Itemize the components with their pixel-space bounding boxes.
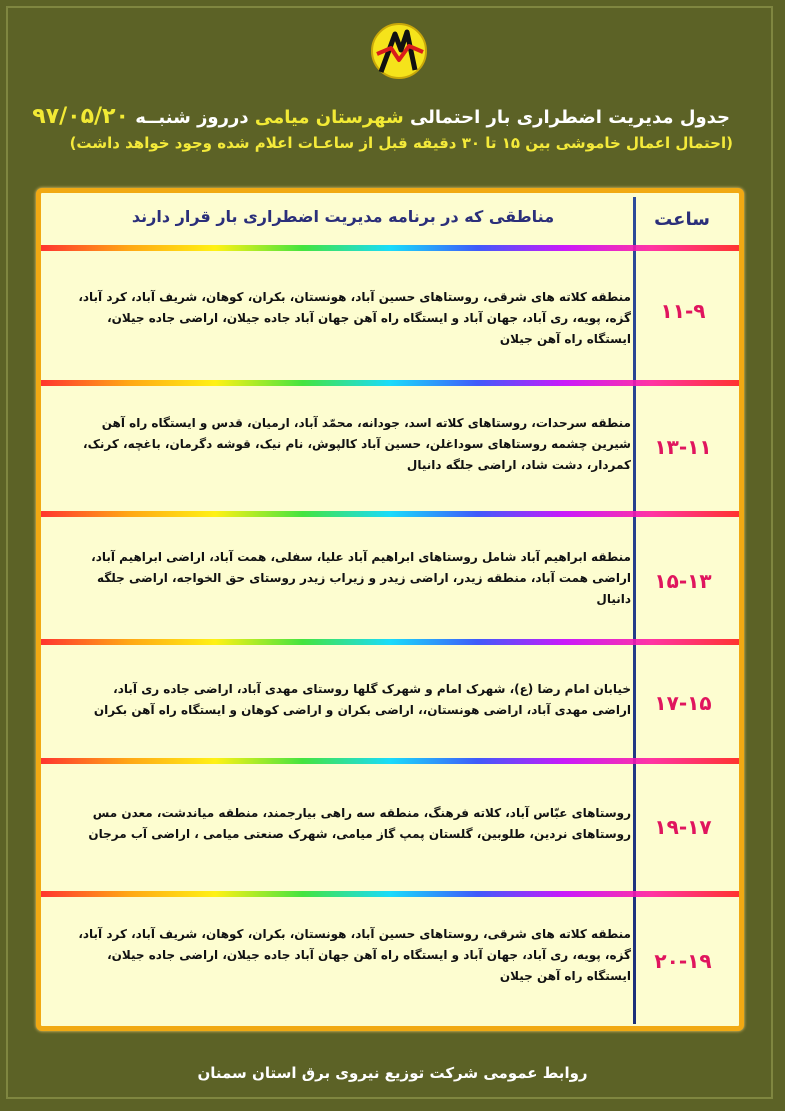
row-line: روستاهای عبّاس آباد، کلاته فرهنگ، منطقه سه راهی بیارجمند، منطقه میاندشت، معدن مس xyxy=(92,806,631,820)
row-3-hour: ۱۵-۱۳ xyxy=(654,569,712,593)
page-title xyxy=(30,104,730,129)
row-line: منطقه کلاته های شرقی، روستاهای حسین آباد، هونستان، بکران، کوهان، شریف آباد، کرد آباد، xyxy=(78,927,631,941)
row-line: روستاهای نردین، طلوبین، گلستان پمپ گاز میامی، شهرک صنعتی میامی ، اراضی آب مرجان xyxy=(88,827,631,841)
rainbow-divider xyxy=(41,380,739,386)
rainbow-divider xyxy=(41,511,739,517)
row-line: ایستگاه راه آهن جیلان xyxy=(499,332,631,346)
row-4-areas xyxy=(51,679,631,721)
row-line: دانیال xyxy=(596,592,631,606)
row-1-areas xyxy=(51,287,631,350)
row-3-areas xyxy=(51,547,631,610)
row-line: اراضی همت آباد، منطقه زیدر، اراضی زیدر و زیراب زیدر روستای حق الخواجه، اراضی جلگه xyxy=(97,571,631,585)
row-line: منطقه ابراهیم آباد شامل روستاهای ابراهیم آباد علیا، سفلی، همت آباد، اراضی ابراهیم آباد، xyxy=(91,550,631,564)
footer-credit: روابط عمومی شرکت توزیع نیروی برق استان سمنان xyxy=(197,1064,588,1082)
row-line: خیابان امام رضا (ع)، شهرک امام و شهرک گلها روستای مهدی آباد، اراضی جاده ری آباد، xyxy=(113,682,631,696)
row-line: منطقه سرحدات، روستاهای کلاته اسد، جودانه، محمّد آباد، ارمیان، قدس و ایستگاه راه آهن xyxy=(101,416,631,430)
row-5-areas xyxy=(51,803,631,845)
row-line: شیرین چشمه روستاهای سوداغلن، حسین آباد کالپوش، نام نیک، قوشه دگرمان، باغچه، کرنک، xyxy=(83,437,631,451)
row-line: گزه، پویه، ری آباد، جهان آباد و ایستگاه راه آهن جهان آباد جاده جیلان، اراضی جاده جیلان، xyxy=(107,311,631,325)
column-divider xyxy=(633,197,636,1024)
rainbow-divider xyxy=(41,245,739,251)
row-4-hour: ۱۷-۱۵ xyxy=(654,691,712,715)
title-middle: درروز شنبــه xyxy=(128,107,255,128)
rainbow-divider xyxy=(41,891,739,897)
row-line: منطقه کلاته های شرقی، روستاهای حسین آباد، هونستان، بکران، کوهان، شریف آباد، کرد آباد، xyxy=(78,290,631,304)
power-company-logo xyxy=(369,20,429,82)
title-prefix: جدول مدیریت اضطراری بار احتمالی xyxy=(403,107,730,128)
row-line: اراضی مهدی آباد، اراضی هونستان،، اراضی بکران و اراضی کوهان و ایستگاه راه آهن بکران xyxy=(93,703,631,717)
row-line: ایستگاه راه آهن جیلان xyxy=(499,969,631,983)
row-1-hour: ۱۱-۹ xyxy=(660,299,706,323)
title-date: ۹۷/۰۵/۲۰ xyxy=(32,104,129,129)
title-county: شهرستان میامی xyxy=(254,107,404,128)
row-line: گزه، پویه، ری آباد، جهان آباد و ایستگاه راه آهن جهان آباد جاده جیلان، اراضی جاده جیلان، xyxy=(107,948,631,962)
page-subtitle: (احتمال اعمال خاموشی بین ۱۵ تا ۳۰ دقیقه قبل از ساعـات اعلام شده وجود خواهد داشت) xyxy=(69,134,733,152)
row-6-areas xyxy=(51,924,631,987)
row-6-hour: ۲۰-۱۹ xyxy=(654,949,712,973)
rainbow-divider xyxy=(41,758,739,764)
schedule-table xyxy=(36,188,744,1031)
row-5-hour: ۱۹-۱۷ xyxy=(654,815,712,839)
row-2-hour: ۱۳-۱۱ xyxy=(654,435,712,459)
rainbow-divider xyxy=(41,639,739,645)
row-2-areas xyxy=(51,413,631,476)
header-hour: ساعت xyxy=(654,209,710,230)
row-line: کمردار، دشت شاد، اراضی جلگه دانیال xyxy=(406,458,631,472)
header-areas: مناطقی که در برنامه مدیریت اضطراری بار قرار دارند xyxy=(131,207,555,226)
